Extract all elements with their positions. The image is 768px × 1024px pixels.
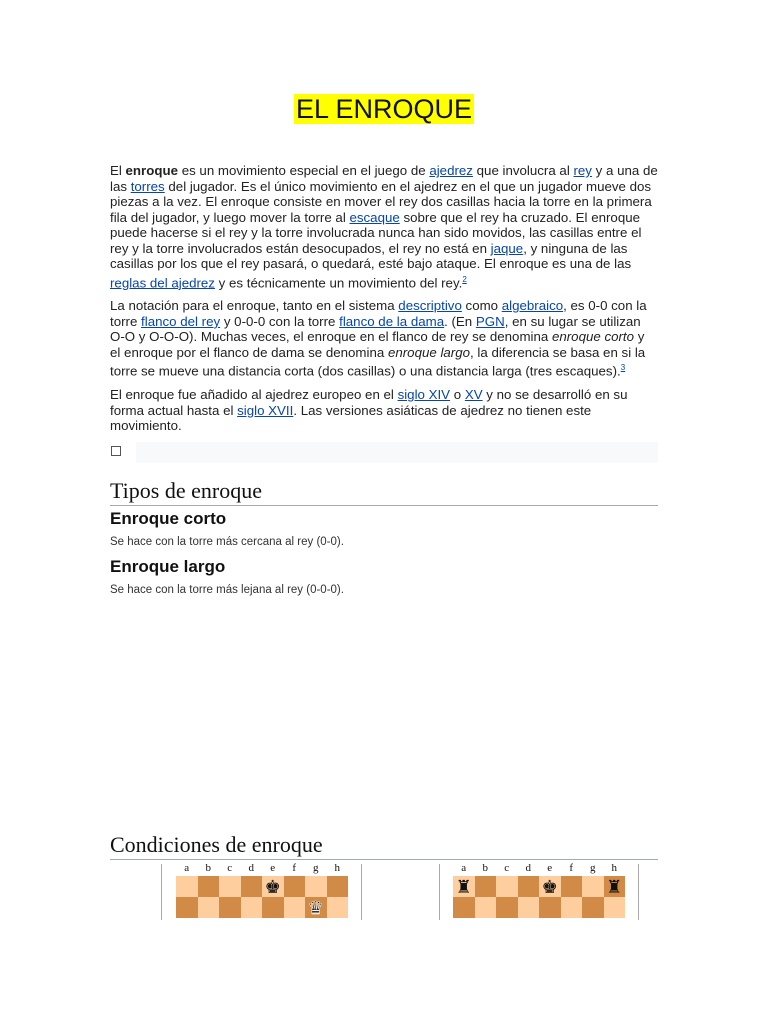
article-link[interactable]: torres [130,178,165,194]
article-link[interactable]: XV [464,387,483,403]
file-label: h [611,862,617,874]
text-run: . Las versiones asiáticas de ajedrez no tienen este movimiento. [110,402,592,434]
article-content [110,163,658,596]
black-king-icon: ♚ [264,876,281,897]
file-label: b [205,862,211,874]
board-square [604,897,626,918]
file-label: c [504,862,510,874]
board-right-border-right [638,864,639,920]
text-run: o [450,387,465,403]
board-square [518,897,540,918]
board-square [539,897,561,918]
board-square [219,897,241,918]
article-link[interactable]: jaque [490,240,524,256]
text-run: sobre que el rey ha cruzado. El enroque puede hacerse si el rey y la torre involucrada nunca han sido movidos, las casillas entre el rey y la torre involucrados están desocupados, el rey no está en [110,209,642,256]
board-square [305,876,327,897]
text-run: y no se desarrolló en su forma actual hasta el [110,387,628,418]
bold-term: enroque [125,163,178,178]
page-title: EL ENROQUE [295,94,473,124]
file-label: f [569,862,574,874]
reference-sup [621,361,625,373]
board-square [176,876,198,897]
file-label: e [547,862,553,874]
text-run: como [461,298,502,314]
board-square [582,897,604,918]
article-link[interactable]: siglo XIV [397,387,451,403]
board-square [305,897,327,918]
board-rank [176,876,348,897]
board-left-border-left [161,864,162,920]
board-square [475,876,497,897]
file-label: c [227,862,233,874]
intro-paragraph-2 [110,298,658,379]
board-rank [453,876,625,897]
board-square [453,876,475,897]
board-square [284,897,306,918]
broken-image-icon[interactable] [111,446,121,456]
board-square [262,876,284,897]
board-square [198,876,220,897]
black-rook-icon: ♜ [455,876,472,897]
black-king-icon: ♚ [541,876,558,897]
board-square [561,876,583,897]
board-square [327,876,349,897]
board-rank [176,897,348,918]
italic-term: enroque corto [551,329,635,345]
text-run: El [110,163,126,178]
article-link[interactable]: flanco de la dama [339,313,445,329]
text-run: , la diferencia se basa en si la torre se mueve una distancia corta (dos casillas) o una distancia larga (tres escaques). [110,344,646,379]
text-run: . (En [444,313,476,329]
intro-paragraph-3 [110,387,658,434]
board-square [604,876,626,897]
board-square [327,897,349,918]
file-labels [176,862,348,876]
board-square [262,897,284,918]
board-square [561,897,583,918]
file-labels [453,862,625,876]
board-square [284,876,306,897]
file-label: d [248,862,254,874]
board-square [518,876,540,897]
reference-link[interactable]: 2 [462,274,467,284]
board-right-border-left [439,864,440,920]
file-label: a [184,862,190,874]
board-square [176,897,198,918]
italic-term: enroque largo [387,344,471,360]
board-square [198,897,220,918]
article-link[interactable]: escaque [349,209,400,225]
board-left-border-right [361,864,362,920]
black-rook-icon: ♜ [606,876,623,897]
subheading-enroque-corto: Enroque corto [110,508,227,528]
text-run: El enroque fue añadido al ajedrez europeo en el [110,387,398,403]
article-link[interactable]: siglo XVII [237,402,294,418]
file-label: a [461,862,467,874]
enroque-corto-text: Se hace con la torre más cercana al rey (0-0). [110,535,344,548]
board-square [219,876,241,897]
text-run: y 0-0-0 con la torre [220,313,340,329]
chessboard-right [453,862,625,918]
file-label: d [525,862,531,874]
text-run: que involucra al [472,163,574,178]
file-label: f [292,862,297,874]
text-run: , y ninguna de las casillas por los que el rey pasará, o quedará, esté bajo ataque. El enroque es una de las [110,240,632,271]
board-square [241,897,263,918]
board-square [496,897,518,918]
text-run: y es técnicamente un movimiento del rey. [214,274,463,290]
text-run: y el enroque por el flanco de dama se denomina [110,329,645,360]
article-link[interactable]: PGN [475,313,505,329]
reference-link[interactable]: 3 [620,363,626,373]
board-square [475,897,497,918]
board-rank [453,897,625,918]
file-label: g [313,862,319,874]
section-heading-condiciones: Condiciones de enroque [110,832,658,860]
article-link[interactable]: algebraico [501,298,564,314]
white-queen-icon: ♛ [307,897,324,918]
file-label: g [590,862,596,874]
condiciones-section [110,832,658,860]
text-run: y a una de las [110,163,658,194]
text-run: del jugador. Es el único movimiento en el ajedrez en el que un jugador mueve dos piezas a la vez. El enroque consiste en mover el rey dos casillas hacia la torre en la primera fila del jugador, y luego mover la torre al [110,178,652,225]
article-link[interactable]: reglas del ajedrez [110,274,215,290]
file-label: b [482,862,488,874]
board-square [582,876,604,897]
image-caption-bar [136,442,658,463]
reference-sup [462,273,466,285]
article-link[interactable]: descriptivo [398,298,462,314]
text-run: es un movimiento especial en el juego de [178,163,430,178]
intro-paragraph-1 [110,163,658,290]
text-run: La notación para el enroque, tanto en el sistema [110,298,399,314]
board-square [241,876,263,897]
file-label: h [334,862,340,874]
board-square [453,897,475,918]
subheading-enroque-largo: Enroque largo [110,556,226,576]
text-run: , en su lugar se utilizan O-O y O-O-O). Muchas veces, el enroque en el flanco de rey se denomina [110,313,641,345]
text-run: , es 0-0 con la torre [110,298,647,329]
section-heading-tipos: Tipos de enroque [110,478,658,506]
image-placeholder-row [110,442,658,464]
enroque-largo-text: Se hace con la torre más lejana al rey (0-0-0). [110,583,344,596]
page-title-container [0,94,768,125]
file-label: e [270,862,276,874]
article-link[interactable]: flanco del rey [141,313,221,329]
article-link[interactable]: ajedrez [429,163,473,178]
board-square [496,876,518,897]
chessboard-left [176,862,348,918]
article-link[interactable]: rey [573,163,592,178]
board-square [539,876,561,897]
